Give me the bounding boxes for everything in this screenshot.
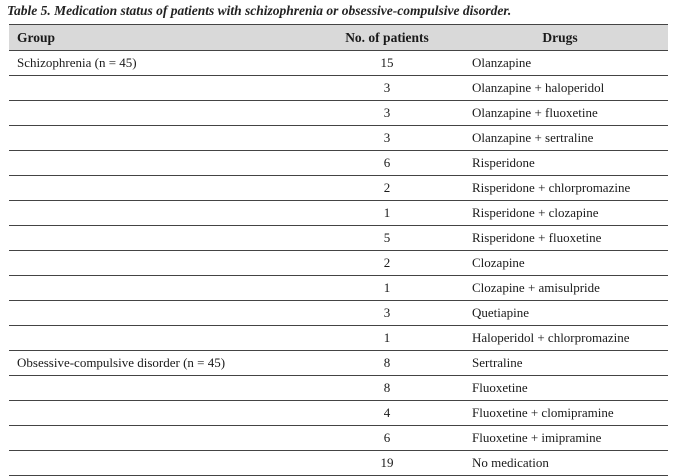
table-row (9, 276, 668, 301)
cell-drugs: Haloperidol + chlorpromazine (472, 330, 630, 345)
cell-drugs: Sertraline (472, 355, 523, 370)
table-row (9, 301, 668, 326)
table-header-row (9, 25, 668, 51)
table-row (9, 101, 668, 126)
cell-patients: 19 (380, 455, 394, 470)
cell-patients: 5 (383, 230, 391, 245)
header-group: Group (17, 29, 56, 45)
cell-patients: 6 (383, 155, 391, 170)
cell-patients: 8 (383, 380, 391, 395)
cell-patients: 2 (383, 180, 391, 195)
cell-drugs: Risperidone (472, 155, 535, 170)
cell-patients: 3 (383, 80, 391, 95)
cell-drugs: Olanzapine + sertraline (472, 130, 594, 145)
table-row (9, 351, 668, 376)
cell-patients: 15 (380, 55, 394, 70)
table-caption: Table 5. Medication status of patients with schizophrenia or obsessive-compulsive disorder. (7, 3, 512, 18)
cell-patients: 1 (383, 280, 391, 295)
table-row (9, 326, 668, 351)
cell-group: Schizophrenia (n = 45) (17, 55, 137, 70)
cell-drugs: Olanzapine + fluoxetine (472, 105, 598, 120)
cell-drugs: Clozapine (472, 255, 525, 270)
cell-patients: 3 (383, 105, 391, 120)
cell-patients: 8 (383, 355, 391, 370)
cell-group: Obsessive-compulsive disorder (n = 45) (17, 355, 226, 370)
table-row (9, 151, 668, 176)
cell-patients: 6 (383, 430, 391, 445)
table-body (9, 51, 668, 475)
cell-patients: 3 (383, 305, 391, 320)
cell-drugs: No medication (472, 455, 549, 470)
table-row (9, 176, 668, 201)
cell-drugs: Olanzapine + haloperidol (472, 80, 605, 95)
cell-drugs: Risperidone + fluoxetine (472, 230, 602, 245)
cell-drugs: Risperidone + clozapine (472, 205, 599, 220)
cell-patients: 2 (383, 255, 391, 270)
cell-drugs: Fluoxetine (472, 380, 528, 395)
table-row (9, 226, 668, 251)
cell-patients: 4 (383, 405, 391, 420)
table-row (9, 51, 668, 76)
header-drugs: Drugs (542, 29, 578, 45)
cell-patients: 1 (383, 205, 391, 220)
table-row (9, 451, 668, 475)
cell-drugs: Clozapine + amisulpride (472, 280, 600, 295)
cell-drugs: Olanzapine (472, 55, 532, 70)
cell-drugs: Risperidone + chlorpromazine (472, 180, 631, 195)
cell-patients: 3 (383, 130, 391, 145)
table-row (9, 126, 668, 151)
table-row (9, 401, 668, 426)
cell-drugs: Quetiapine (472, 305, 530, 320)
cell-drugs: Fluoxetine + imipramine (472, 430, 602, 445)
header-patients: No. of patients (345, 29, 429, 45)
table-row (9, 426, 668, 451)
cell-patients: 1 (383, 330, 391, 345)
table-row (9, 76, 668, 101)
table-row (9, 376, 668, 401)
table-row (9, 201, 668, 226)
table-row (9, 251, 668, 276)
cell-drugs: Fluoxetine + clomipramine (472, 405, 614, 420)
medication-table (9, 24, 668, 476)
